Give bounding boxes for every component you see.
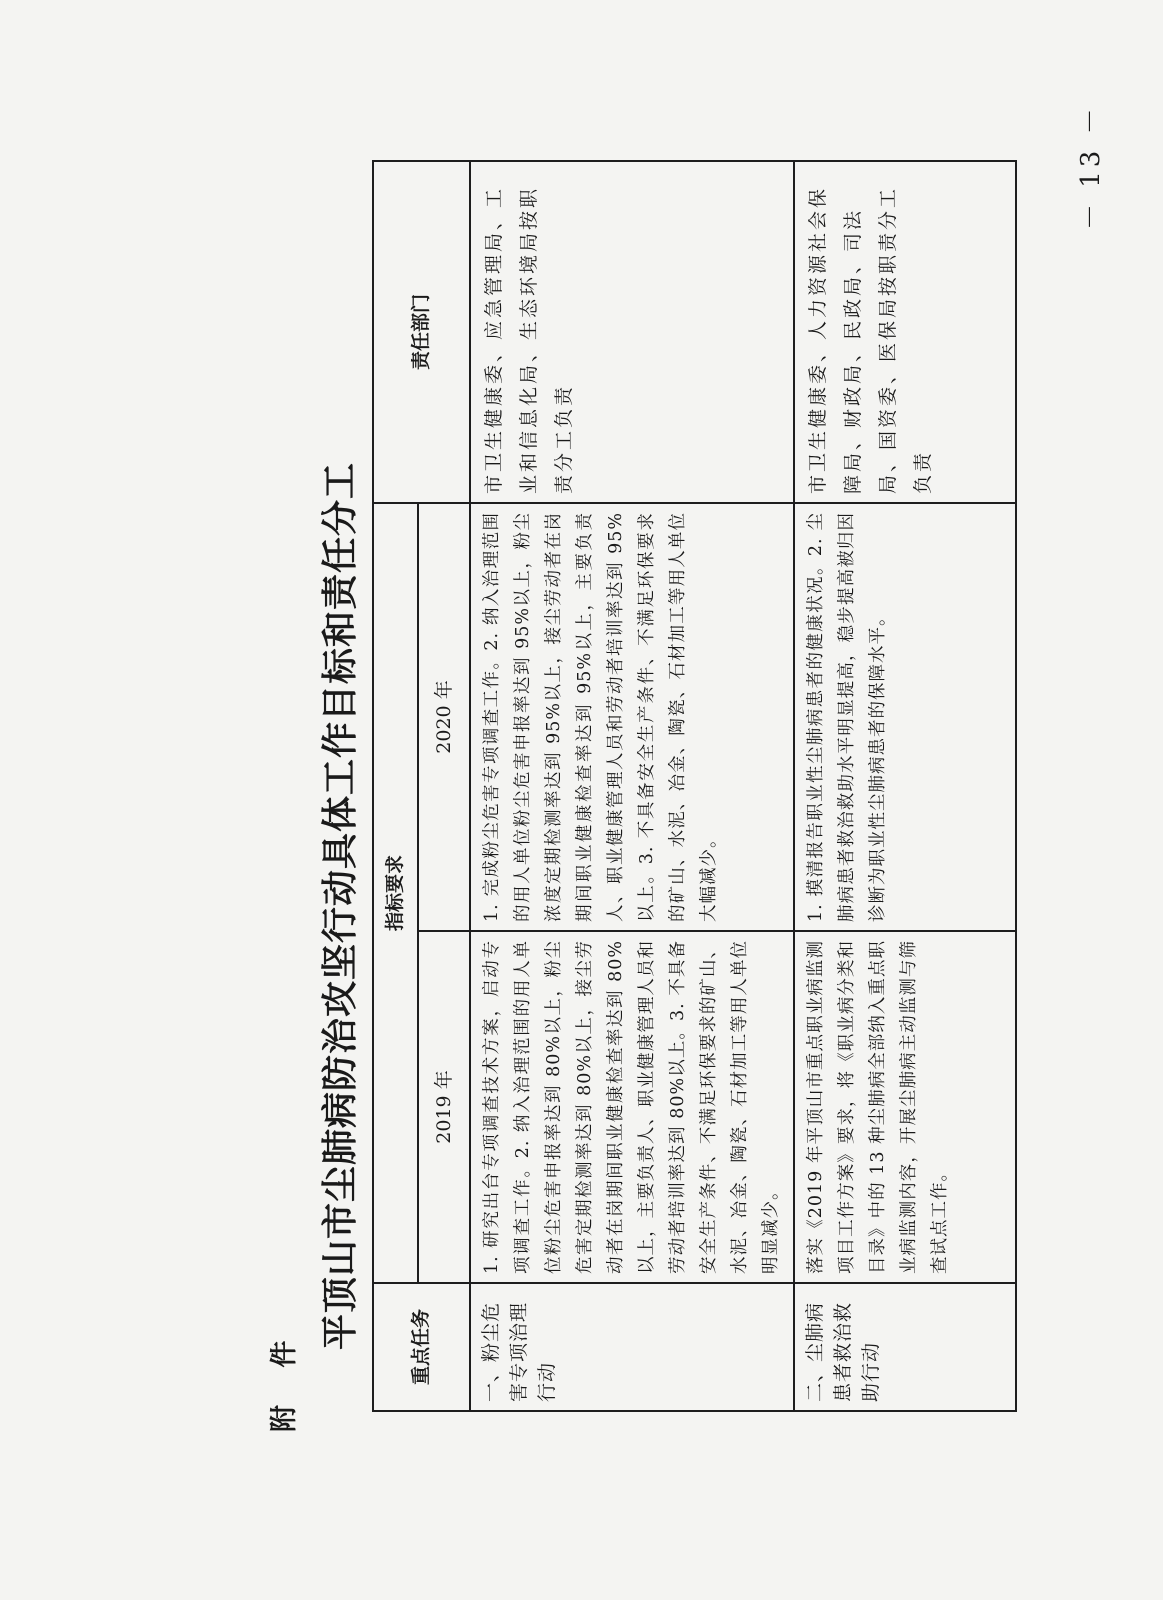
header-year-2020: 2020 年 — [418, 503, 470, 931]
department-cell: 市卫生健康委、人力资源社会保障局、财政局、民政局、司法局、国资委、医保局按职责分工负责 — [794, 161, 1016, 503]
table-row — [794, 161, 1016, 1411]
requirement-2019-cell: 落实《2019 年平顶山市重点职业病监测项目工作方案》要求，将《职业病分类和目录》中的 13 种尘肺病全部纳入重点职业病监测内容，开展尘肺病主动监测与筛查试点工作。 — [794, 931, 1016, 1283]
page-number: － 13 － — [1076, 104, 1106, 230]
task-cell: 一、粉尘危害专项治理行动 — [470, 1283, 794, 1411]
header-year-2019: 2019 年 — [418, 931, 470, 1283]
attachment-label: 附 件 — [269, 1326, 300, 1432]
table-row — [470, 161, 794, 1411]
responsibility-table — [372, 160, 1017, 1412]
task-cell: 二、尘肺病患者救治救助行动 — [794, 1283, 1016, 1411]
requirement-2020-cell: 1. 摸清报告职业性尘肺病患者的健康状况。2. 尘肺病患者救治救助水平明显提高，稳步提高被归因诊断为职业性尘肺病患者的保障水平。 — [794, 503, 1016, 931]
requirement-2020-cell: 1. 完成粉尘危害专项调查工作。2. 纳入治理范围的用人单位粉尘危害申报率达到 95%以上，粉尘浓度定期检测率达到 95%以上，接尘劳动者在岗期间职业健康检查率达到 95%以上，主要负责人、职业健康管理人员和劳动者培训率达到 95%以上。3. 不具备安全生产条件、不满足环保要求的矿山、水泥、冶金、陶瓷、石材加工等用人单位大幅减少。 — [470, 503, 794, 931]
department-cell: 市卫生健康委、应急管理局、工业和信息化局、生态环境局按职责分工负责 — [470, 161, 794, 503]
header-indicator: 指标要求 — [373, 503, 418, 1283]
page-title: 平顶山市尘肺病防治攻坚行动具体工作目标和责任分工 — [319, 461, 361, 1350]
requirement-2019-cell: 1. 研究出台专项调查技术方案，启动专项调查工作。2. 纳入治理范围的用人单位粉尘危害申报率达到 80%以上，粉尘危害定期检测率达到 80%以上，接尘劳动者在岗期间职业健康检查率达到 80%以上，主要负责人、职业健康管理人员和劳动者培训率达到 80%以上。3. 不具备安全生产条件、不满足环保要求的矿山、水泥、冶金、陶瓷、石材加工等用人单位明显减少。 — [470, 931, 794, 1283]
header-department: 责任部门 — [373, 161, 470, 503]
header-task: 重点任务 — [373, 1283, 470, 1411]
